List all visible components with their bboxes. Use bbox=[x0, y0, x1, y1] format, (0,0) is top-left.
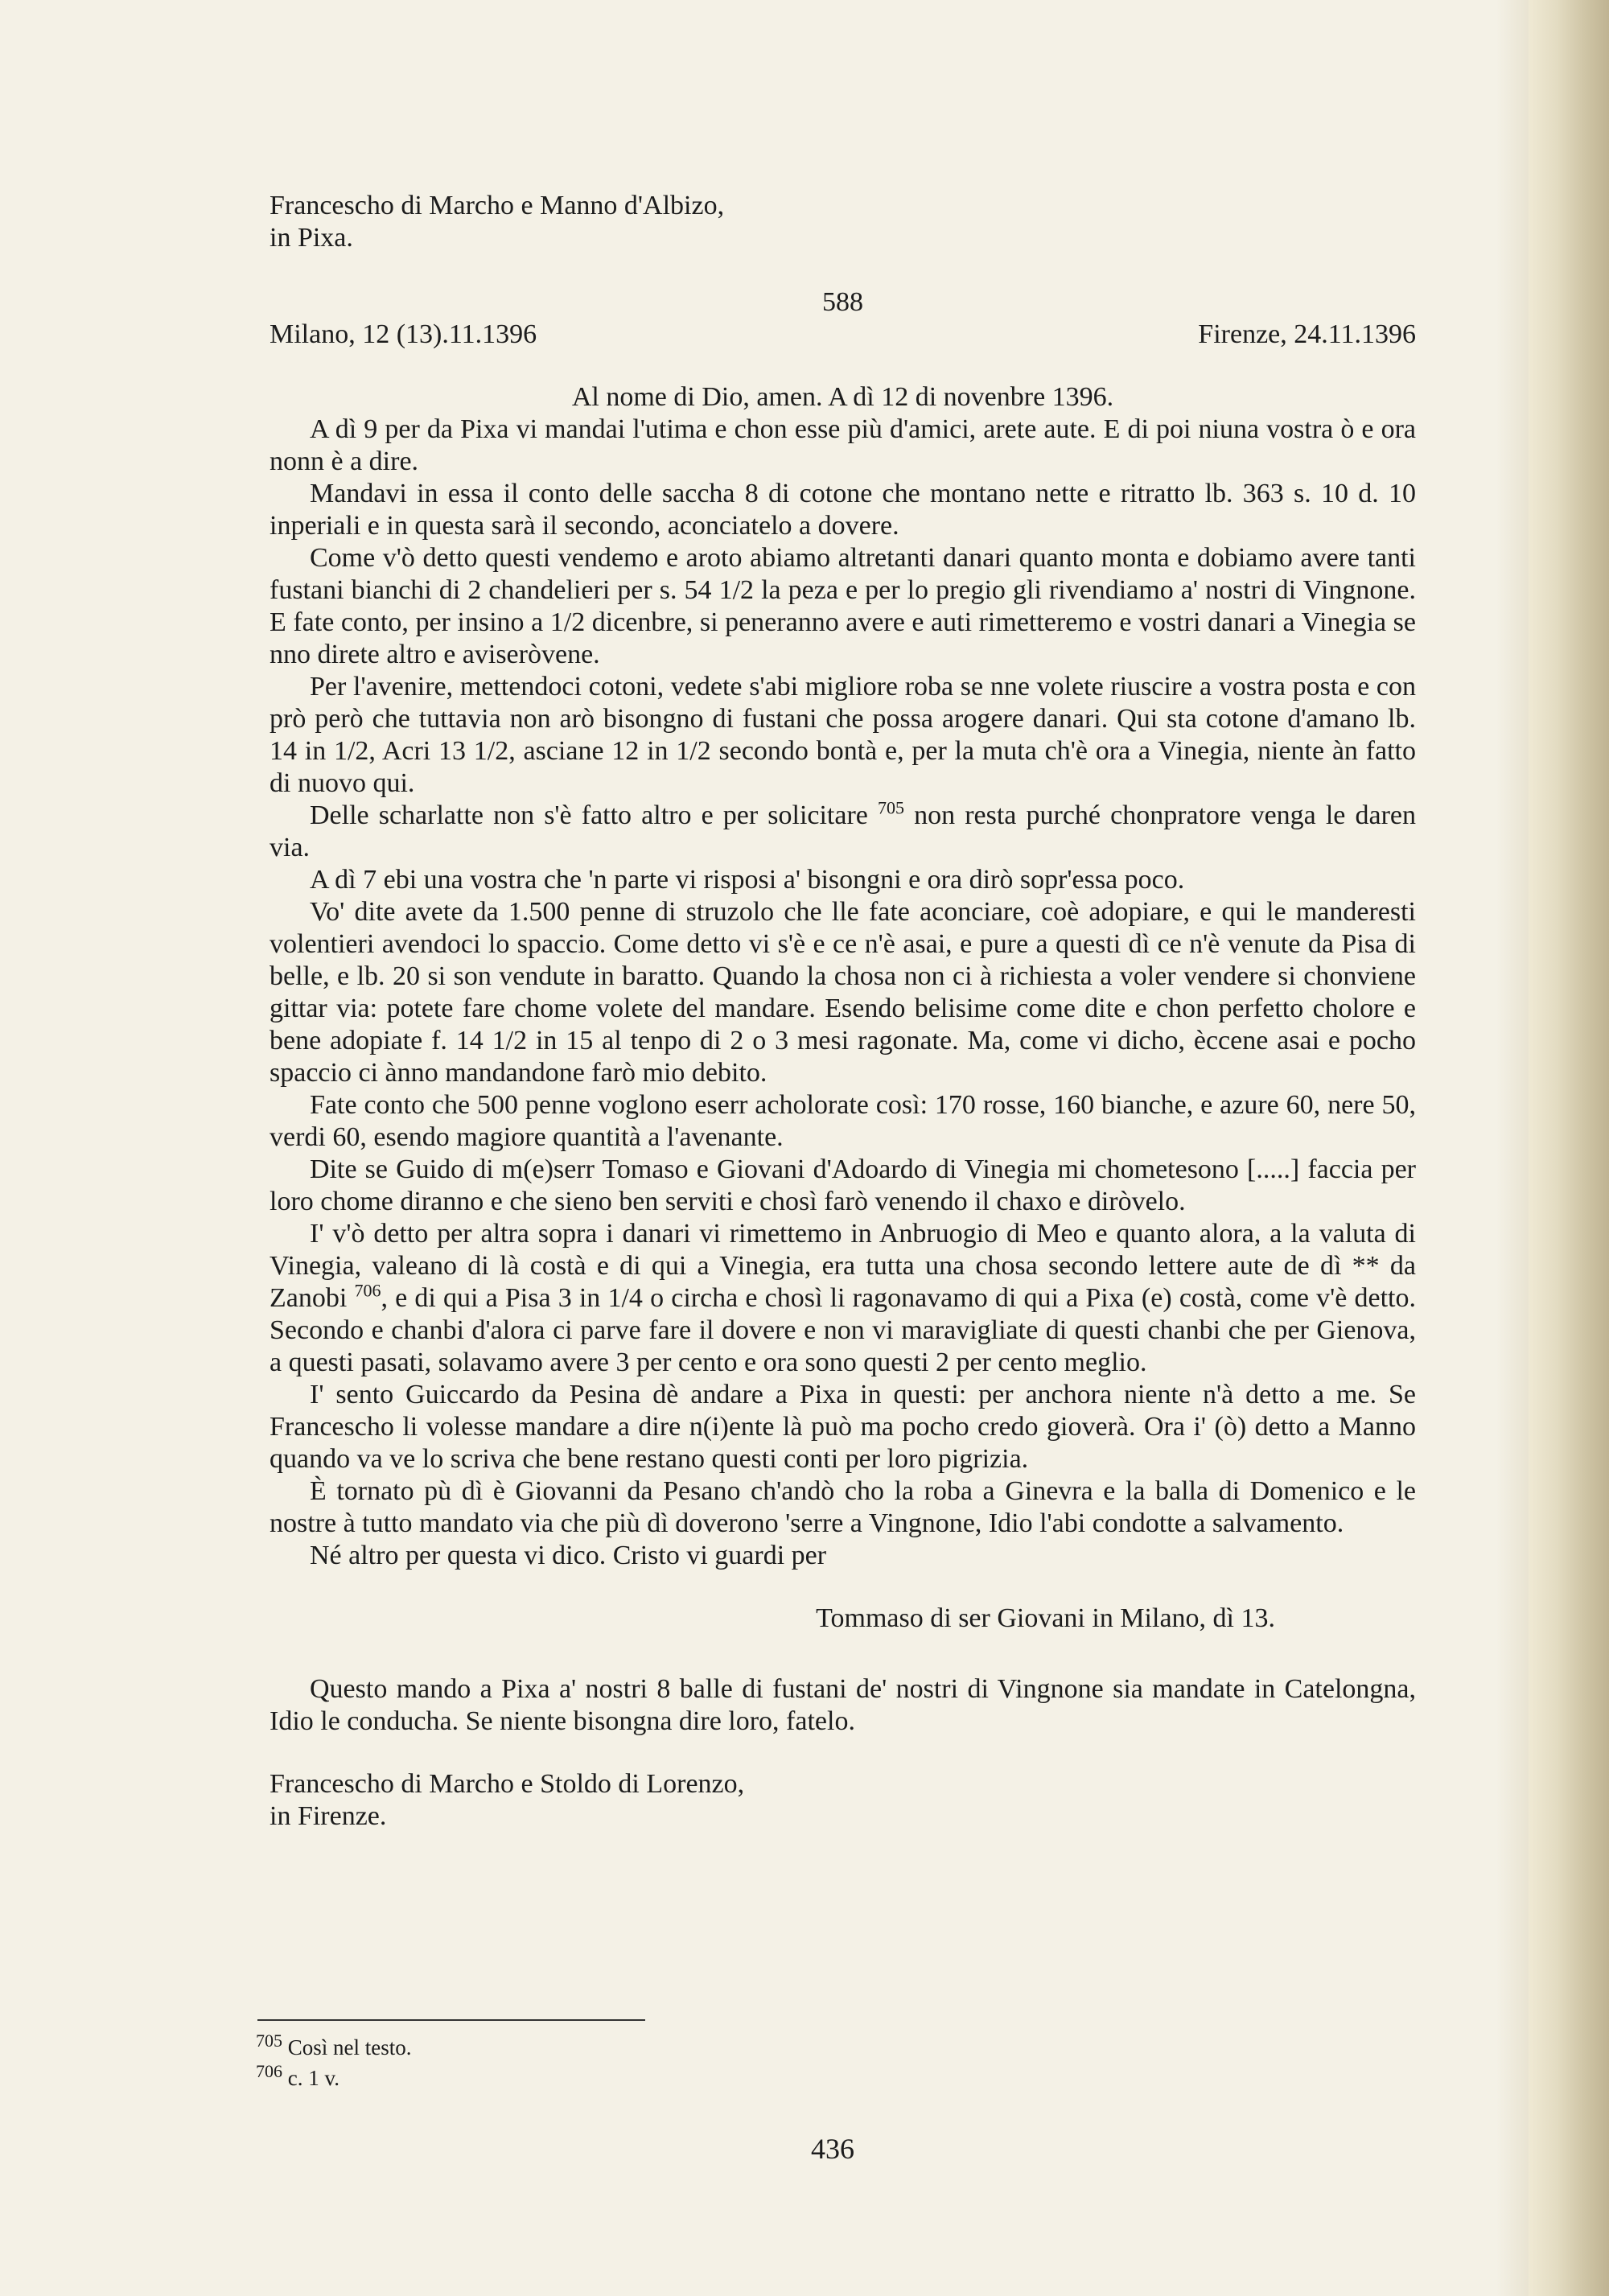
footnote-706-number: 706 bbox=[256, 2061, 282, 2081]
footnote-705 bbox=[256, 2031, 412, 2061]
paragraph-8: Fate conto che 500 penne voglono eserr acholorate così: 170 rosse, 160 bianche, e azure 60, nere 50, verdi 60, esendo magiore quantità a l'avenante. bbox=[270, 1090, 1416, 1152]
footnote-705-text: Così nel testo. bbox=[287, 2035, 412, 2059]
paragraph-5-text-a: Delle scharlatte non s'è fatto altro e per solicitare bbox=[310, 800, 868, 830]
footnote-705-number: 705 bbox=[256, 2031, 282, 2051]
paragraph-1: A dì 9 per da Pixa vi mandai l'utima e chon esse più d'amici, arete aute. E di poi niuna vostra ò e ora nonn è a dire. bbox=[270, 414, 1416, 476]
paragraph-6: A dì 7 ebi una vostra che 'n parte vi risposi a' bisongni e ora dirò sopr'essa poco. bbox=[310, 865, 1185, 895]
footnote-706-text: c. 1 v. bbox=[287, 2066, 339, 2090]
paragraph-2: Mandavi in essa il conto delle saccha 8 di cotone che montano nette e ritratto lb. 363 s. 10 d. 10 inperiali e in questa sarà il secondo, aconciatelo a dovere. bbox=[270, 479, 1416, 541]
letter-number: 588 bbox=[822, 287, 863, 317]
paragraph-9: Dite se Guido di m(e)serr Tomaso e Giovani d'Adoardo di Vinegia mi chometesono [.....] faccia per loro chome diranno e che sieno ben serviti e chosì farò venendo il chaxo e diròvelo. bbox=[270, 1154, 1416, 1216]
footnote-rule bbox=[257, 2019, 645, 2021]
letter-body bbox=[270, 286, 1416, 1833]
paragraph-10 bbox=[270, 1218, 1416, 1379]
paragraph-10-text-a: I' v'ò detto per altra sopra i danari vi rimettemo in Anbruogio di Meo e quanto alora, a la valuta di Vinegia, valeano di là costà e di qui a Vinegia, era tutta una chosa secondo lettere aute de dì ** da Zanobi bbox=[270, 1219, 1416, 1313]
paragraph-5 bbox=[270, 797, 1417, 864]
paragraph-4: Per l'avenire, mettendoci cotoni, vedete s'abi migliore roba se nne volete riuscire a vostra posta e con prò però che tuttavia non arò bisongno di fustani che possa arogere danari. Qui sta cotone d'amano lb. 14 in 1/2, Acri 13 1/2, asciane 12 in 1/2 secondo bontà e, per la muta ch'è ora a Vinegia, niente àn fatto di nuovo qui. bbox=[270, 672, 1416, 798]
addressee-line-2: in Pixa. bbox=[270, 223, 353, 253]
postscript: Questo mando a Pixa a' nostri 8 balle di fustani de' nostri di Vingnone sia mandate in Catelongna, Idio le conducha. Se niente bisongna dire loro, fatelo. bbox=[270, 1674, 1416, 1736]
footnote-ref-706: 706 bbox=[354, 1280, 381, 1301]
letter-dateline bbox=[270, 319, 1416, 351]
paragraph-11: I' sento Guiccardo da Pesina dè andare a Pixa in questi: per anchora niente n'à detto a me. Se Francescho li volesse mandare a dire n(i)ente là può ma pocho credo gioverà. Ora i' (ò) detto a Manno quando va ve lo scriva che bene restano questi conti per loro pigrizia. bbox=[270, 1380, 1416, 1474]
letter-signature: Tommaso di ser Giovani in Milano, dì 13. bbox=[816, 1603, 1275, 1633]
footnote-ref-705: 705 bbox=[878, 797, 904, 818]
paragraph-3: Come v'ò detto questi vendemo e aroto abiamo altretanti danari quanto monta e dobiamo avere tanti fustani bianchi di 2 chandelieri per s. 54 1/2 la peza e per lo pregio gli rivendiamo a' nostri di Vingnone. E fate conto, per insino a 1/2 dicenbre, si peneranno avere e auti rimetteremo e vostri danari a Vinegia se nno direte altro e aviseròvene. bbox=[270, 543, 1416, 669]
footnote-706 bbox=[256, 2061, 339, 2092]
recipient-line-1: Francescho di Marcho e Stoldo di Lorenzo, bbox=[270, 1769, 745, 1799]
paragraph-12: È tornato pù dì è Giovanni da Pesano ch'andò cho la roba a Ginevra e la balla di Domenico e le nostre à tutto mandato via che più dì doverono 'serre a Vingnone, Idio l'abi condotte a salvamento. bbox=[270, 1476, 1416, 1538]
paragraph-10-text-b: , e di qui a Pisa 3 in 1/4 o circha e chosì li ragonavamo di qui a Pixa (e) costà, come v'è detto. Secondo e chanbi d'alora ci parve fare il dovere e non vi maravigliate di questi chanbi che per Gienova, a questi pasati, solavamo avere 3 per cento e ora sono questi 2 per cento meglio. bbox=[270, 1283, 1416, 1377]
paragraph-13: Né altro per questa vi dico. Cristo vi guardi per bbox=[310, 1541, 827, 1570]
letter-origin: Milano, 12 (13).11.1396 bbox=[270, 319, 537, 349]
letter-salutation: Al nome di Dio, amen. A dì 12 di novenbre 1396. bbox=[571, 382, 1114, 412]
addressee-line-1: Francescho di Marcho e Manno d'Albizo, bbox=[270, 191, 725, 220]
page-shade bbox=[1496, 0, 1529, 2296]
paragraph-5-text-b: non resta purché chonpratore venga le daren via. bbox=[270, 800, 1417, 862]
recipient-line-2: in Firenze. bbox=[270, 1801, 387, 1831]
paragraph-7: Vo' dite avete da 1.500 penne di struzolo che lle fate aconciare, coè adopiare, e qui le manderesti volentieri avendoci lo spaccio. Come detto vi s'è e ce n'è asai, e pure a questi dì ce n'è venute da Pisa di belle, e lb. 20 si son vendute in baratto. Quando la chosa non ci à richiesta a voler vendere si chonviene gittar via: potete fare chome volete del mandare. Esendo belisime come dite e chon perfetto cholore e bene adopiate f. 14 1/2 in 15 al tenpo di 2 o 3 mesi ragonate. Ma, come vi dicho, èccene asai e pocho spaccio ci ànno mandandone farò mio debito. bbox=[270, 897, 1416, 1088]
page-number: 436 bbox=[811, 2133, 854, 2165]
header-addressee bbox=[270, 190, 1416, 254]
letter-destination: Firenze, 24.11.1396 bbox=[1198, 319, 1416, 349]
page-edge bbox=[1529, 0, 1609, 2296]
